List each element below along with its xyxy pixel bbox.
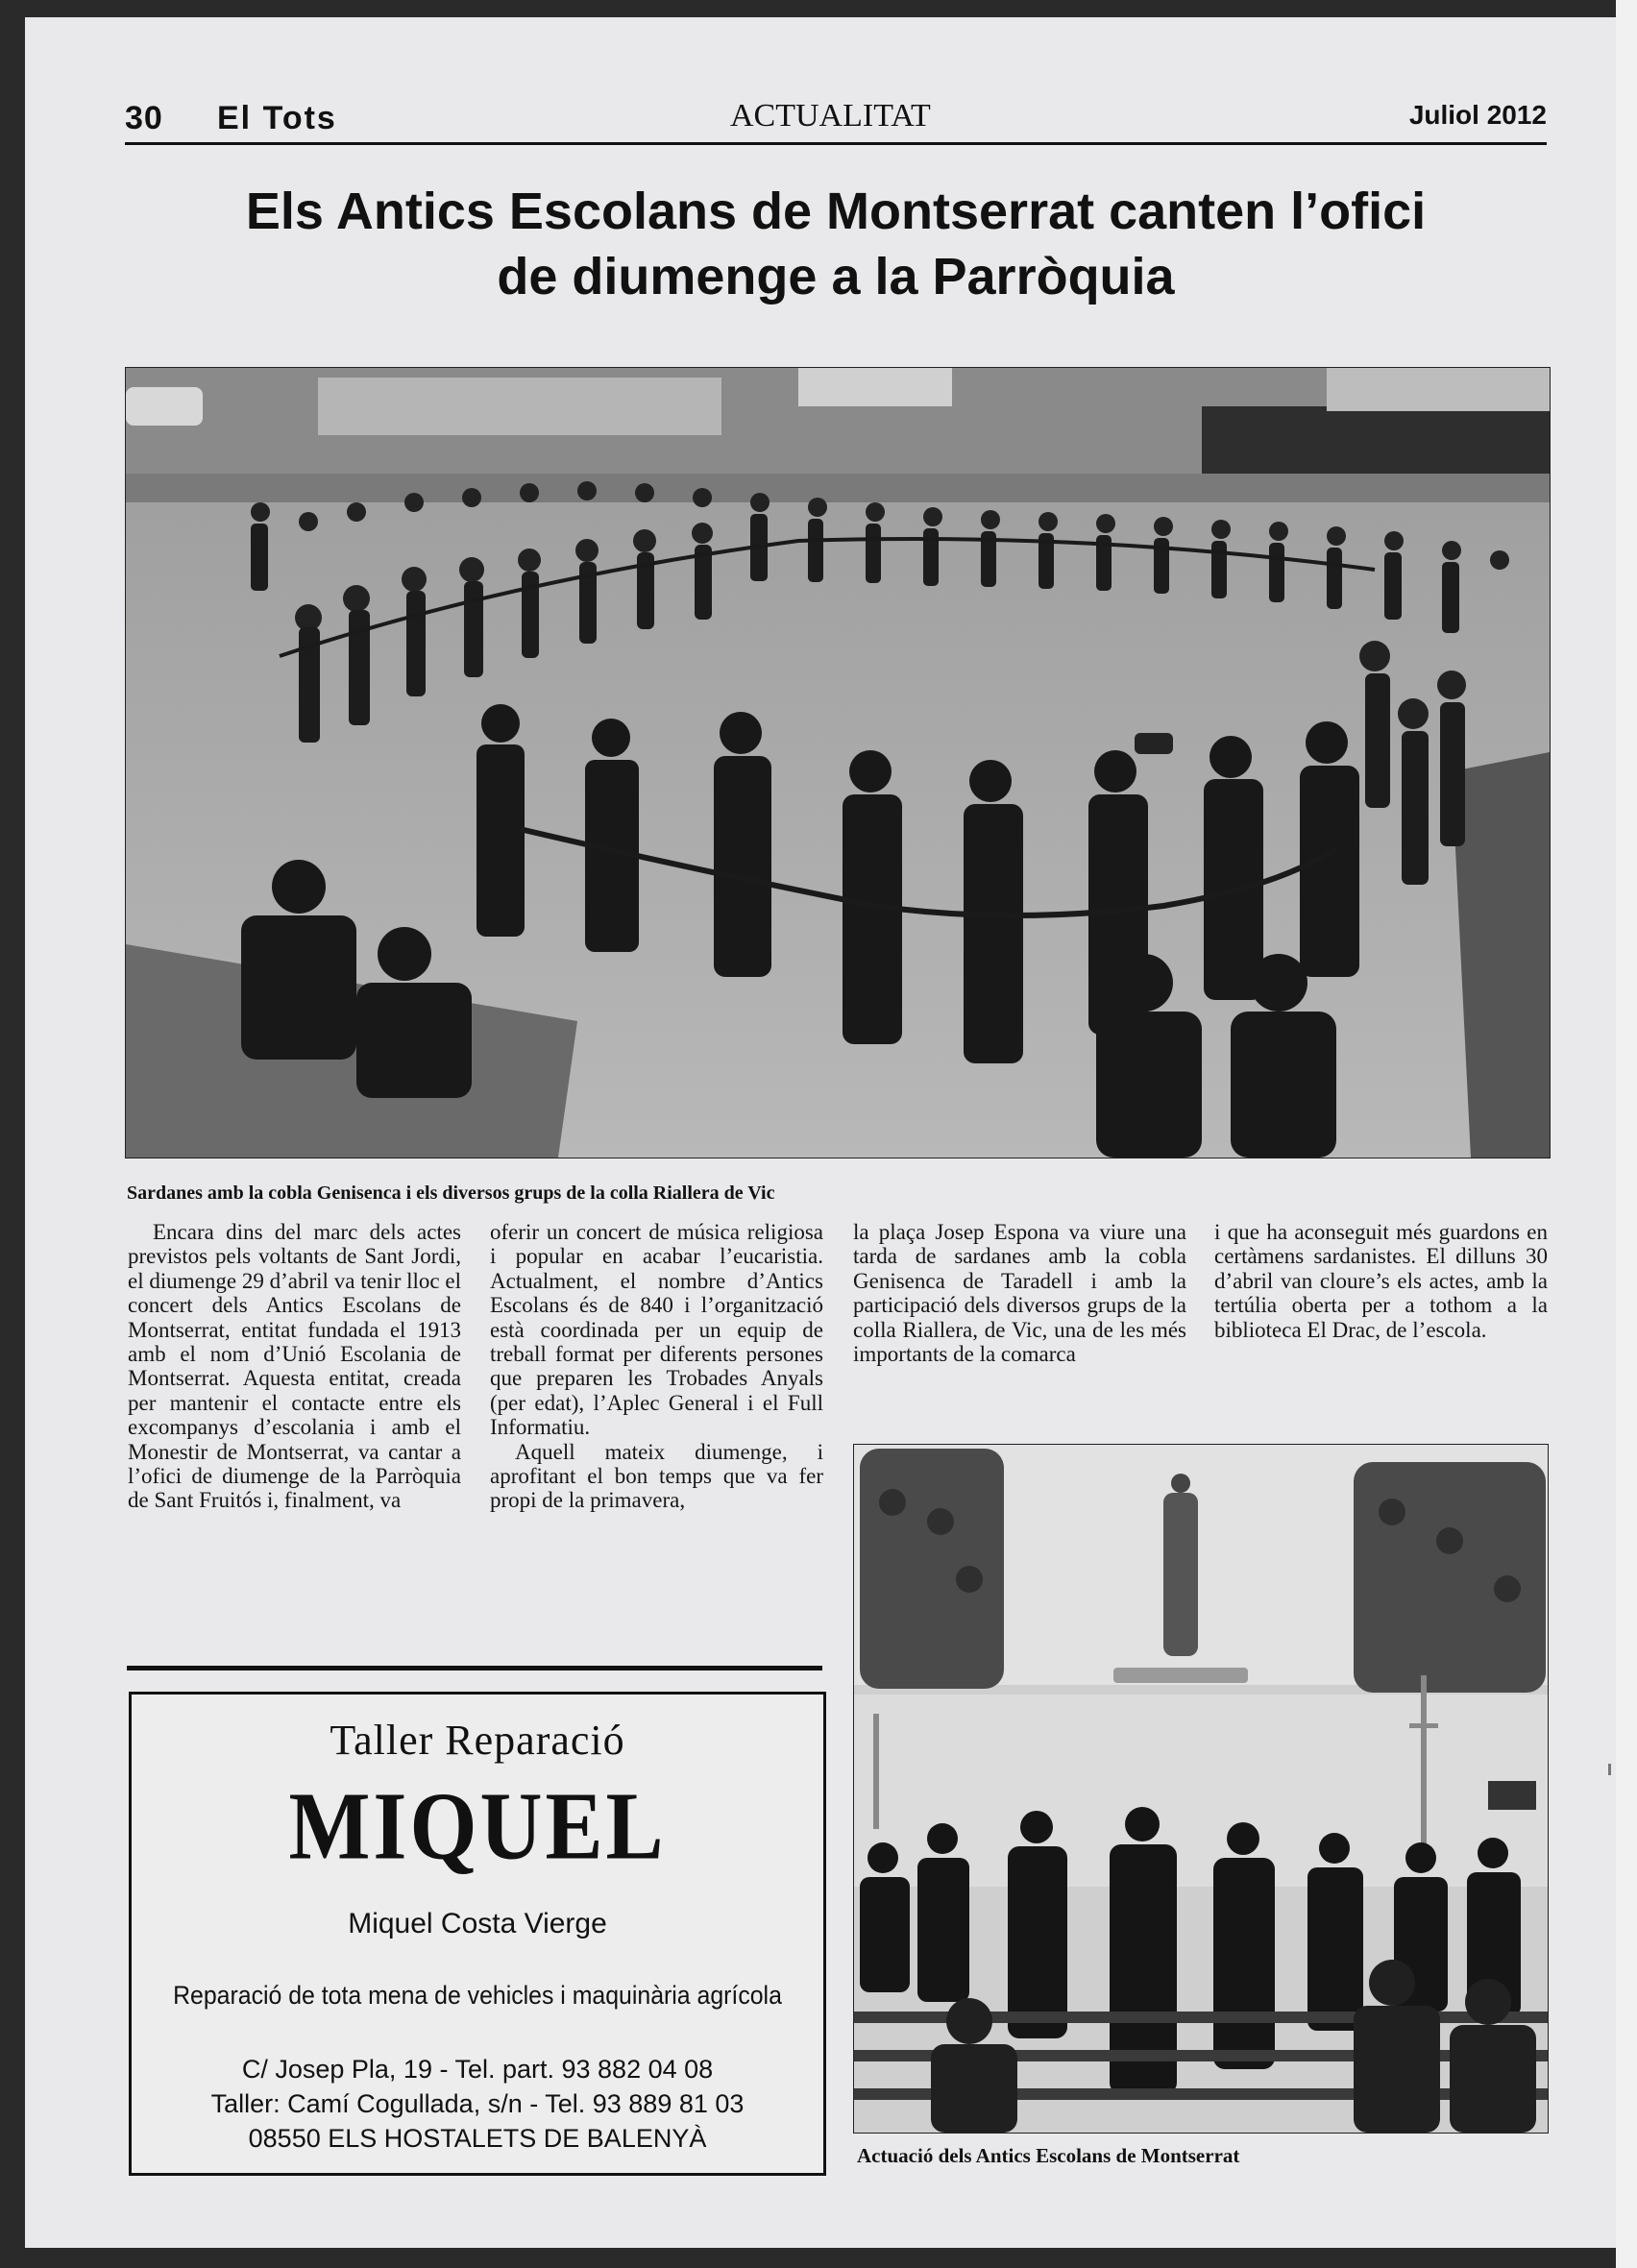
photo-caption-choir: Actuació dels Antics Escolans de Montserrat [857,2144,1240,2167]
ad-owner: Miquel Costa Vierge [348,1908,607,1939]
page-spine [1616,0,1637,2268]
ad-address-line: C/ Josep Pla, 19 - Tel. part. 93 882 04 08 [241,2055,714,2084]
article-column-2 [490,1220,823,1513]
headline-line-1: Els Antics Escolans de Montserrat canten l’ofici [245,183,1427,240]
ad-business-name: MIQUEL [288,1773,667,1880]
ad-service: Reparació de tota mena de vehicles i maquinària agrícola [173,1981,782,2010]
paragraph: oferir un concert de música religiosa i popular en acabar l’eucaristia. Actualment, el nombre d’Antics Escolans és de 840 i l’organització està coordinada per un equip de treball format per diferents persones que preparen les Trobades Anyals (per edat), l’Aplec General i el Full Informatiu. [490,1220,823,1440]
paragraph: i que ha aconseguit més guardons en certàmens sardanistes. El dilluns 30 d’abril van cloure’s els actes, amb la tertúlia oberta per a tothom a la biblioteca El Drac, de l’escola. [1214,1220,1548,1342]
ad-address-line: Taller: Camí Cogullada, s/n - Tel. 93 889 81 03 [210,2089,745,2118]
ad-title: Taller Reparació [330,1717,625,1764]
issue-date: Juliol 2012 [1408,100,1547,130]
photo-caption-sardanes: Sardanes amb la cobla Genisenca i els diversos grups de la colla Riallera de Vic [127,1183,775,1204]
article-column-1 [128,1220,461,1513]
article-column-4 [1214,1220,1548,1342]
article-headline [125,179,1547,309]
choir-photo [853,1444,1549,2134]
article-column-3 [853,1220,1186,1366]
ad-address [132,2052,823,2156]
paragraph: Encara dins del marc dels actes previstos pels voltants de Sant Jordi, el diumenge 29 d’abril va tenir lloc el concert dels Antics Escolans de Montserrat, entitat fundada el 1913 amb el nom d’Unió Escolania de Montserrat. Aquesta entitat, creada per mantenir el contacte entre els excompanys d’escolania i amb el Monestir de Montserrat, va cantar a l’ofici de diumenge de la Parròquia de Sant Fruitós i, finalment, va [128,1220,461,1513]
sardana-dance-photo [125,367,1551,1158]
ad-address-line: 08550 ELS HOSTALETS DE BALENYÀ [248,2124,707,2153]
header-rule [125,142,1547,145]
page-header [125,96,1547,142]
publication-name: El Tots [217,100,337,136]
page-number: 30 [125,100,163,136]
section-name: ACTUALITAT [730,98,931,134]
ad-top-rule [127,1666,822,1671]
headline-line-2: de diumenge a la Parròquia [497,248,1175,305]
paragraph: Aquell mateix diumenge, i aprofitant el bon temps que va fer propi de la primavera, [490,1439,823,1513]
taller-advertisement [129,1692,826,2176]
edge-mark [1608,1764,1611,1775]
paragraph: la plaça Josep Espona va viure una tarda de sardanes amb la cobla Genisenca de Taradell i amb la participació dels diversos grups de la colla Riallera, de Vic, una de les més importants de la comarca [853,1220,1186,1367]
